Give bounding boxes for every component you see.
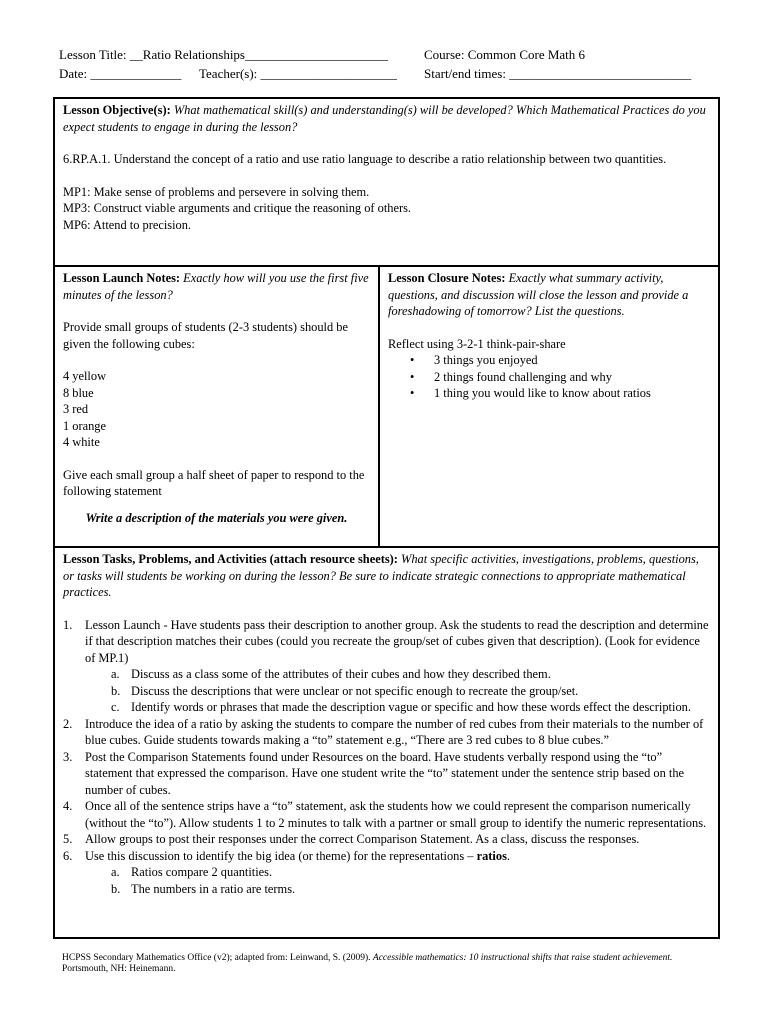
objectives-header [63,102,710,135]
cube-white: 4 white [63,435,100,449]
launch-statement: Write a description of the materials you were given. [85,510,348,525]
task-item-1 [63,617,710,716]
list-item: • 2 things found challenging and why [388,369,710,386]
closure-notes-section [380,267,718,546]
closure-header [388,270,710,320]
task-item-6: 6. Use this discussion to identify the big idea (or theme) for the representations – ratios. a. Ratios compare 2 quantities. b. The numbers in a ratio are terms. [63,848,710,898]
subtask-item: b. The numbers in a ratio are terms. [111,881,296,896]
tasks-heading: Lesson Tasks, Problems, and Activities (attach resource sheets): [63,552,398,566]
course-field: Course: Common Core Math 6 [424,47,586,62]
practice-mp3: MP3: Construct viable arguments and critique the reasoning of others. [63,201,412,215]
practice-mp6: MP6: Attend to precision. [63,217,192,232]
task-text: Use this discussion to identify the big idea (or theme) for the representations – [85,848,474,863]
task-number: 6. [63,848,73,863]
launch-prompt: Exactly how will you use the first five minutes of the lesson? [63,271,369,302]
launch-instruction: Give each small group a half sheet of paper to respond to the following statement [63,467,365,498]
task-number: 1. [63,617,73,632]
objectives-section [55,99,718,265]
list-item: • 1 thing you would like to know about ratios [388,385,710,402]
closure-list [388,352,710,402]
task-text: Lesson Launch - Have students pass their description to another group. Ask the students to read the description and determine if that description matches their cubes (could you recreate the group/set of cubes given that description). (Look for evidence of MP.1) [85,617,709,665]
teacher-field: Teacher(s): _____________________ [199,66,398,81]
date-field: Date: ______________ [59,66,182,81]
tasks-section [55,546,718,937]
task-item-4 [63,798,710,831]
task-keyword: ratios [476,848,507,863]
task-text: Once all of the sentence strips have a “to” statement, ask the students how we could represent the comparison numerically (without the “to”). Allow students 1 to 2 minutes to talk with a partner or small group to identify the numeric representations. [85,799,707,830]
task-text: Post the Comparison Statements found under Resources on the board. Have students verbally respond using the “to” statement that expressed the comparison. Have one student write the “to” statement under the sentence strip based on the number of cubes. [85,749,685,797]
subtask-item: a. Ratios compare 2 quantities. [111,865,273,879]
subtask-item: b. Discuss the descriptions that were unclear or not specific enough to recreate the group/set. [111,683,579,698]
launch-closure-row [55,265,718,546]
launch-heading: Lesson Launch Notes: [63,271,181,285]
practice-mp1: MP1: Make sense of problems and persevere in solving them. [63,184,370,199]
launch-notes-section [55,267,380,546]
launch-intro: Provide small groups of students (2-3 students) should be given the following cubes: [63,320,348,351]
task-text: Introduce the idea of a ratio by asking the students to compare the number of red cubes from their materials to the number of blue cubes. Guide students towards making a “to” statement e.g., “There are 3 red cubes to 8 blue cubes.” [85,716,704,747]
task-sublist [85,864,710,897]
subtask-item: c. Identify words or phrases that made the description vague or specific and how these words effect the description. [111,700,691,714]
task-number: 5. [63,832,73,846]
lesson-plan-table [53,97,720,939]
closure-heading: Lesson Closure Notes: [388,271,506,285]
task-text: Allow groups to post their responses under the correct Comparison Statement. As a class, discuss the responses. [85,832,640,846]
task-item-3 [63,749,710,799]
task-item-2 [63,716,710,749]
objectives-heading: Lesson Objective(s): [63,103,171,117]
task-number: 3. [63,749,73,764]
cube-red: 3 red [63,402,89,416]
cube-blue: 8 blue [63,385,94,400]
task-number: 2. [63,716,73,731]
footer-citation: HCPSS Secondary Mathematics Office (v2); adapted from: Leinwand, S. (2009). Accessible mathematics: 10 instructional shifts that raise student achievement. Portsmouth, NH: Heinemann. [62,953,673,974]
task-item-5 [63,831,710,848]
cube-orange: 1 orange [63,418,107,433]
closure-intro: Reflect using 3-2-1 think-pair-share [388,336,566,351]
objectives-prompt: What mathematical skill(s) and understanding(s) will be developed? Which Mathematical Practices do you expect students to engage in during the lesson? [63,103,706,134]
launch-header [63,270,370,303]
tasks-list [63,617,710,898]
lesson-title-field: Lesson Title: __Ratio Relationships______________________ [59,47,388,62]
tasks-header [63,551,710,601]
subtask-item: a. Discuss as a class some of the attributes of their cubes and how they described them. [111,667,551,681]
cube-yellow: 4 yellow [63,369,107,383]
start-end-times-field: Start/end times: ____________________________ [424,66,692,81]
tasks-prompt: What specific activities, investigations, problems, questions, or tasks will students be working on during the lesson? Be sure to indicate strategic connections to appropriate mathematical practices. [63,552,699,599]
task-sublist [85,666,710,716]
list-item: • 3 things you enjoyed [388,352,710,369]
closure-prompt: Exactly what summary activity, questions, and discussion will close the lesson and provide a foreshadowing of tomorrow? List the questions. [388,271,689,318]
task-number: 4. [63,799,73,813]
objective-standard: 6.RP.A.1. Understand the concept of a ratio and use ratio language to describe a ratio relationship between two quantities. [63,152,667,166]
